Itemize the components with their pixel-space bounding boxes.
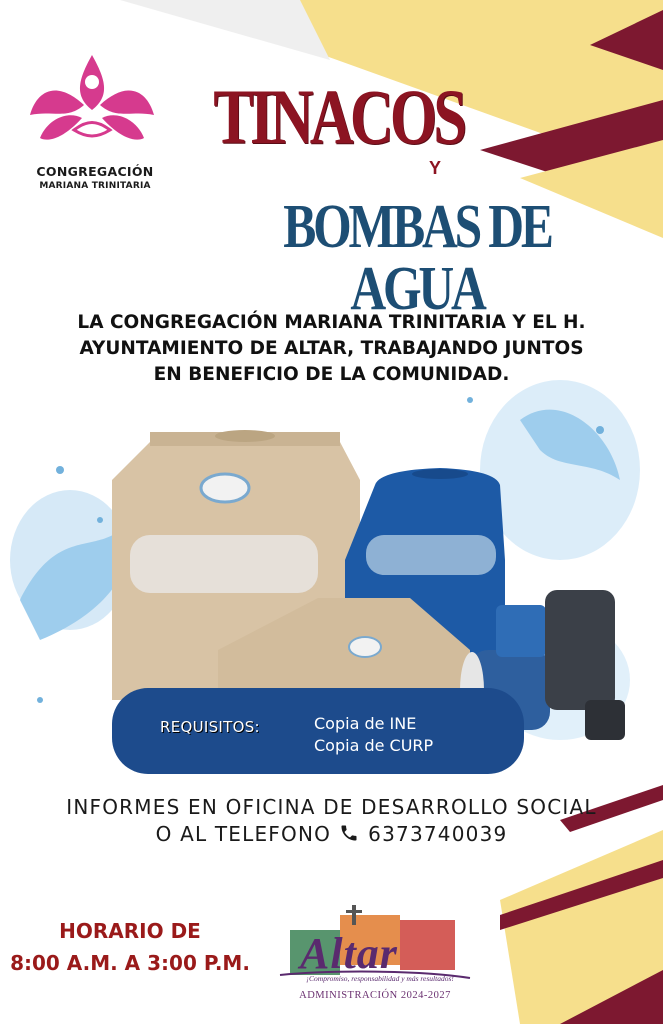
hours-line1: HORARIO DE — [59, 919, 201, 943]
intro-line1: LA CONGREGACIÓN MARIANA TRINITARIA Y EL H. — [77, 312, 586, 333]
administration-years: ADMINISTRACIÓN 2024-2027 — [299, 990, 451, 1001]
requirement-curp: Copia de CURP — [314, 736, 434, 755]
intro-line2: AYUNTAMIENTO DE ALTAR, TRABAJANDO JUNTOS — [79, 338, 584, 359]
intro-line3: EN BENEFICIO DE LA COMUNIDAD. — [153, 364, 510, 385]
logo-name-line2: MARIANA TRINITARIA — [39, 181, 151, 191]
info-line1: INFORMES EN OFICINA DE DESARROLLO SOCIAL — [66, 795, 597, 819]
intro-text — [20, 310, 643, 388]
requirement-ine: Copia de INE — [314, 714, 417, 733]
title-bombas: BOMBAS DE AGUA — [283, 193, 551, 323]
phone-icon — [339, 823, 359, 843]
hours-line2: 8:00 A.M. A 3:00 P.M. — [10, 951, 250, 975]
info-text — [20, 794, 643, 848]
title-connector: Y — [428, 158, 441, 178]
logo-name-line1: CONGREGACIÓN — [36, 164, 154, 179]
info-line2-prefix: O AL TELEFONO — [155, 822, 339, 846]
info-line2 — [20, 821, 643, 848]
requirements-label: REQUISITOS: — [160, 718, 260, 736]
top-grey-ribbon — [120, 0, 330, 60]
title-tinacos: TINACOS — [213, 73, 464, 160]
altar-script-logo: Altar — [300, 929, 398, 978]
blurred-label-right — [366, 535, 496, 575]
altar-slogan: ¡Compromiso, responsabilidad y más resultados! — [306, 974, 454, 983]
congregacion-logo-text — [20, 164, 170, 191]
phone-number: 6373740039 — [368, 822, 508, 846]
congregacion-logo-icon — [30, 55, 154, 140]
office-hours — [10, 915, 250, 979]
blurred-label-left — [130, 535, 318, 593]
